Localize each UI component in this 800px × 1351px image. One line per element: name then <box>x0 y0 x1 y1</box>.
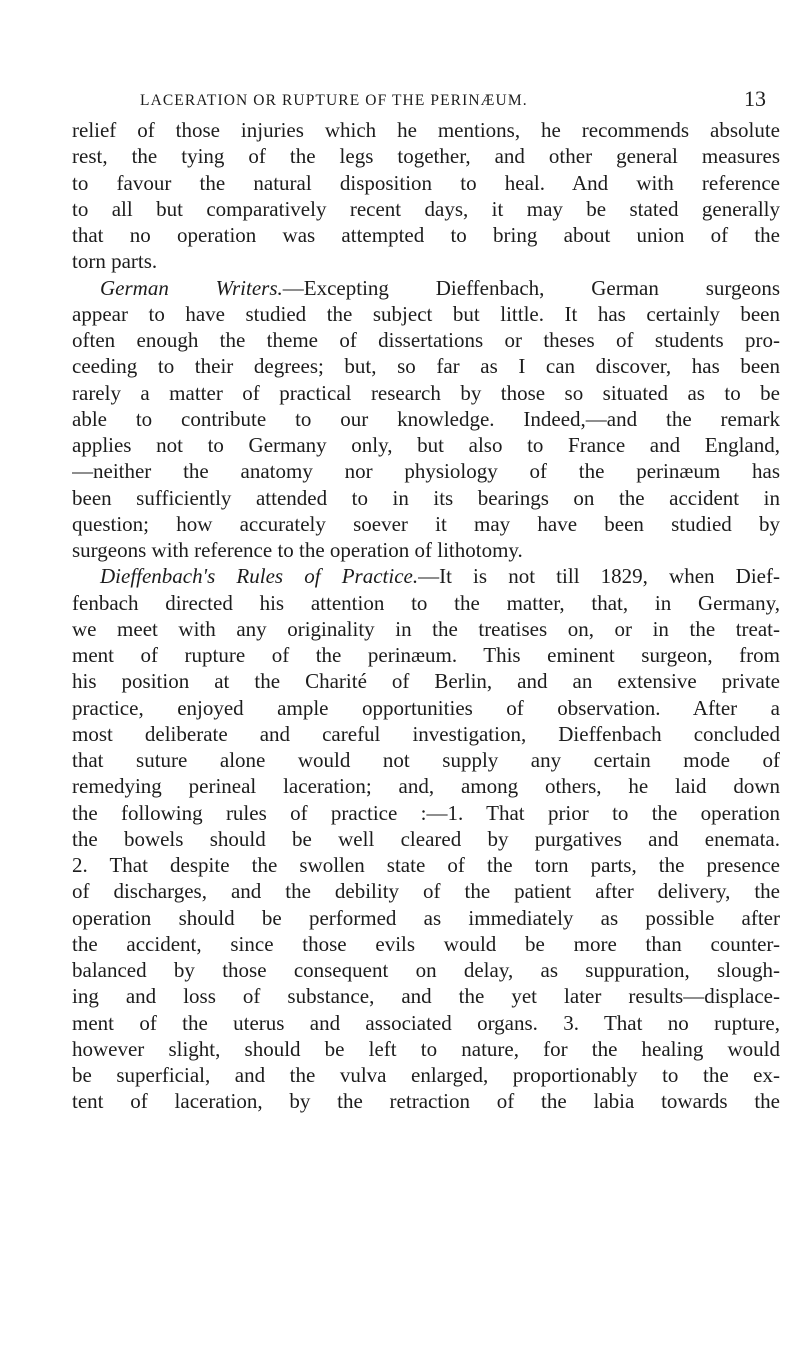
text-line: of discharges, and the debility of the patient after delivery, the <box>72 879 780 904</box>
text-line: torn parts. <box>72 249 158 274</box>
text-line: question; how accurately soever it may have been studied by <box>72 511 780 536</box>
running-head <box>140 86 780 114</box>
text-line: operation should be performed as immediately as possible after <box>72 905 780 930</box>
text-line: tent of laceration, by the retraction of the labia towards the <box>72 1089 780 1114</box>
text-line: however slight, should be left to nature, for the healing would <box>72 1036 780 1061</box>
section-heading-dieffenbach-rules: Dieffenbach's Rules of Practice. <box>100 564 419 589</box>
text-line: that no operation was attempted to bring about union of the <box>72 223 780 247</box>
text-line: able to contribute to our knowledge. Indeed,—and the remark <box>72 406 780 431</box>
text-line: appear to have studied the subject but little. It has certainly been <box>72 301 780 326</box>
text-line: we meet with any originality in the treatises on, or in the treat- <box>72 616 780 641</box>
text-line: often enough the theme of dissertations or theses of students pro- <box>72 328 780 352</box>
text-line: practice, enjoyed ample opportunities of observation. After a <box>72 695 780 720</box>
page-number: 13 <box>744 86 766 111</box>
text-line: 2. That despite the swollen state of the torn parts, the presence <box>72 853 780 877</box>
text-line: applies not to Germany only, but also to France and England, <box>72 433 780 457</box>
section-heading-line: Dieffenbach's Rules of Practice.—It is not till 1829, when Dief- <box>100 564 780 589</box>
text-line: been sufficiently attended to in its bearings on the accident in <box>72 485 780 510</box>
text-line: the bowels should be well cleared by purgatives and enemata. <box>72 826 780 851</box>
text-line: the accident, since those evils would be more than counter- <box>72 931 780 956</box>
text-line: his position at the Charité of Berlin, and an extensive private <box>72 669 780 694</box>
text-line: ment of the uterus and associated organs. 3. That no rupture, <box>72 1010 780 1035</box>
text-line: surgeons with reference to the operation of lithotomy. <box>72 538 523 562</box>
section-heading-line: German Writers.—Excepting Dieffenbach, German surgeons <box>100 275 780 300</box>
body-text <box>72 117 780 1115</box>
text-line: rarely a matter of practical research by those so situated as to be <box>72 380 780 405</box>
text-line: relief of those injuries which he mentions, he recommends absolute <box>72 118 780 142</box>
text-line: most deliberate and careful investigation, Dieffenbach concluded <box>72 721 780 746</box>
text-line: remedying perineal laceration; and, among others, he laid down <box>72 774 780 799</box>
text-line: that suture alone would not supply any certain mode of <box>72 748 780 772</box>
text-line: fenbach directed his attention to the matter, that, in Germany, <box>72 590 780 615</box>
text-line: ment of rupture of the perinæum. This eminent surgeon, from <box>72 643 780 667</box>
text-line: ceeding to their degrees; but, so far as I can discover, has been <box>72 354 780 379</box>
text-line: be superficial, and the vulva enlarged, proportionably to the ex- <box>72 1063 780 1087</box>
text-line: the following rules of practice :—1. That prior to the operation <box>72 800 780 825</box>
text-line: rest, the tying of the legs together, and other general measures <box>72 144 780 169</box>
text-line: balanced by those consequent on delay, as suppuration, slough- <box>72 958 780 982</box>
text-line: —neither the anatomy nor physiology of the perinæum has <box>72 459 780 484</box>
text-line: ing and loss of substance, and the yet later results—displace- <box>72 984 780 1009</box>
running-title: LACERATION OR RUPTURE OF THE PERINÆUM. <box>140 92 528 109</box>
section-heading-german-writers: German Writers. <box>100 275 283 300</box>
text-line: to all but comparatively recent days, it may be stated generally <box>72 196 780 221</box>
text-line: to favour the natural disposition to heal. And with reference <box>72 170 780 195</box>
